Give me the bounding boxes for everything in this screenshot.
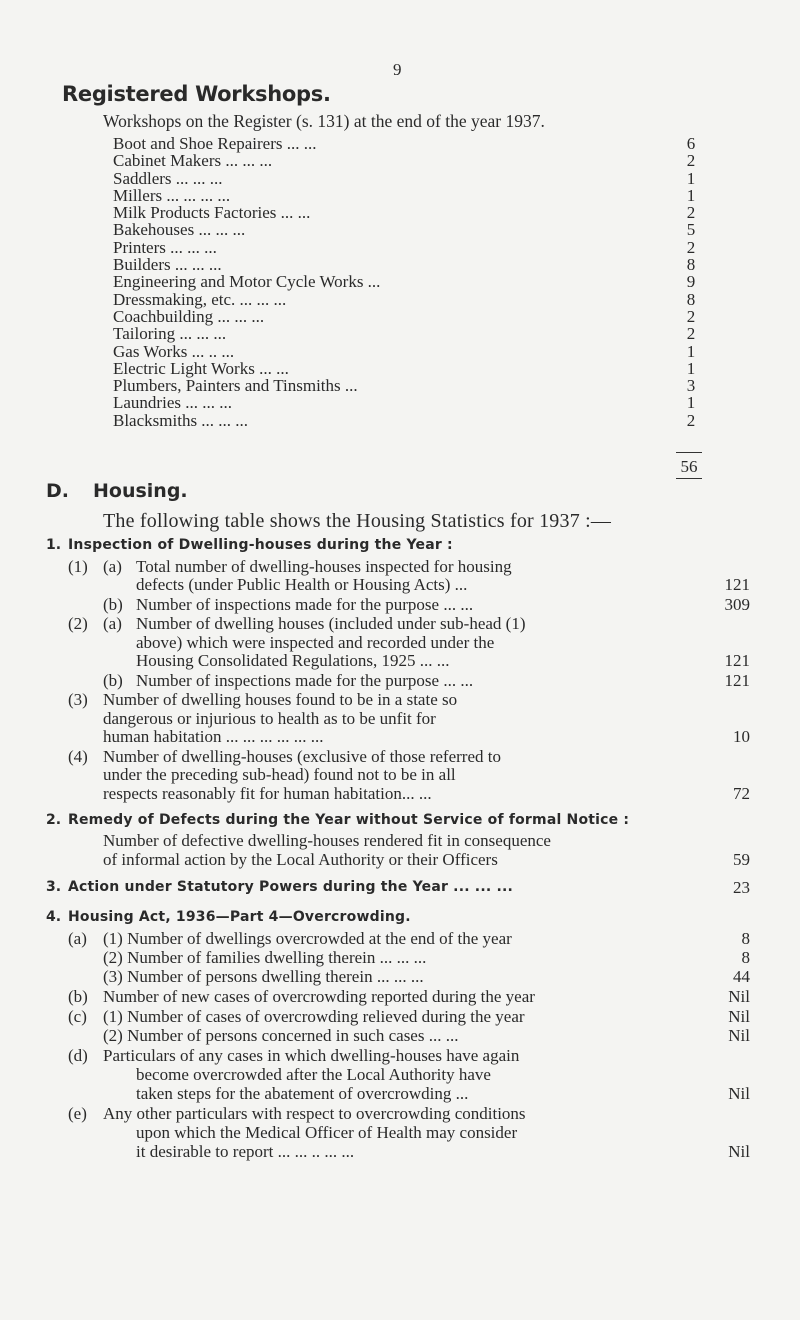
workshop-count: 1 xyxy=(686,168,696,188)
workshop-name: Bakehouses ... ... ... xyxy=(113,220,246,240)
workshop-count: 2 xyxy=(686,237,696,257)
item-value: Nil xyxy=(728,1007,750,1026)
item-text: taken steps for the abatement of overcrowding ... xyxy=(136,1084,469,1103)
item-label: (d) xyxy=(68,1046,88,1065)
workshop-count: 1 xyxy=(686,358,696,378)
item-value: 121 xyxy=(724,671,750,690)
workshop-count: 1 xyxy=(686,393,696,413)
item-value: 23 xyxy=(733,878,750,897)
workshop-count: 2 xyxy=(686,324,696,344)
item-text: Number of defective dwelling-houses rendered fit in consequence xyxy=(103,831,551,850)
item-text: (3) Number of persons dwelling therein ... ... ... xyxy=(103,967,424,986)
item-text: Housing Consolidated Regulations, 1925 ... ... xyxy=(136,651,450,670)
workshop-count: 8 xyxy=(686,255,696,275)
item-label: (b) xyxy=(103,595,123,614)
item-number: (1) xyxy=(68,557,88,576)
item-number: (4) xyxy=(68,747,88,766)
item-label: (a) xyxy=(103,557,122,576)
item-value: 309 xyxy=(724,595,750,614)
list-item xyxy=(113,377,753,394)
workshop-count: 2 xyxy=(686,203,696,223)
list-item xyxy=(113,170,753,187)
item-value: 8 xyxy=(741,929,750,948)
item-number: (3) xyxy=(68,690,88,709)
item-text: Number of dwelling houses found to be in a state so xyxy=(103,690,458,709)
item-text: defects (under Public Health or Housing Acts) ... xyxy=(136,575,468,594)
section-letter: D. xyxy=(46,480,69,502)
item-text: respects reasonably fit for human habitation... ... xyxy=(103,784,432,803)
workshop-count: 5 xyxy=(686,220,696,240)
item-value: 72 xyxy=(733,784,750,803)
item-value: 44 xyxy=(733,967,750,986)
item-value: 59 xyxy=(733,850,750,869)
item-value: 10 xyxy=(733,727,750,746)
workshop-name: Electric Light Works ... ... xyxy=(113,358,289,378)
list-item xyxy=(113,343,753,360)
item-text: upon which the Medical Officer of Health may consider xyxy=(136,1123,518,1142)
workshop-count: 8 xyxy=(686,289,696,309)
item-text: (1) Number of cases of overcrowding relieved during the year xyxy=(103,1007,525,1026)
workshop-name: Engineering and Motor Cycle Works ... xyxy=(113,272,381,292)
item-label: (b) xyxy=(103,671,123,690)
workshop-count: 2 xyxy=(686,306,696,326)
list-item xyxy=(113,256,753,273)
item-value: 8 xyxy=(741,948,750,967)
workshop-name: Plumbers, Painters and Tinsmiths ... xyxy=(113,376,358,396)
list-item xyxy=(113,187,753,204)
item-label: (b) xyxy=(68,987,88,1006)
item-text: dangerous or injurious to health as to be unfit for xyxy=(103,709,436,728)
page-number: 9 xyxy=(393,60,402,79)
item-text: become overcrowded after the Local Authority have xyxy=(136,1065,491,1084)
list-item xyxy=(113,412,753,429)
item-text: it desirable to report ... ... .. ... ... xyxy=(136,1142,355,1161)
workshop-name: Dressmaking, etc. ... ... ... xyxy=(113,289,287,309)
item-text: (2) Number of families dwelling therein ... ... ... xyxy=(103,948,427,967)
workshop-count: 1 xyxy=(686,185,696,205)
item-text: Particulars of any cases in which dwelling-houses have again xyxy=(103,1046,520,1065)
item-text: Total number of dwelling-houses inspected for housing xyxy=(136,557,512,576)
list-item xyxy=(113,325,753,342)
workshops-title: Registered Workshops. xyxy=(62,82,331,106)
workshop-name: Cabinet Makers ... ... ... xyxy=(113,151,273,171)
item-text: Number of inspections made for the purpose ... ... xyxy=(136,671,474,690)
section-heading: Remedy of Defects during the Year without Service of formal Notice : xyxy=(68,812,630,828)
sum-rule-bottom xyxy=(676,478,702,479)
list-item xyxy=(113,152,753,169)
workshops-intro: Workshops on the Register (s. 131) at the end of the year 1937. xyxy=(103,111,545,131)
list-item xyxy=(113,273,753,290)
workshop-name: Gas Works ... .. ... xyxy=(113,341,235,361)
item-label: (c) xyxy=(68,1007,87,1026)
workshop-count: 3 xyxy=(686,376,696,396)
workshop-name: Tailoring ... ... ... xyxy=(113,324,227,344)
item-text: Any other particulars with respect to overcrowding conditions xyxy=(103,1104,526,1123)
housing-lead: The following table shows the Housing Statistics for 1937 :— xyxy=(103,510,612,532)
section-number: 3. xyxy=(46,879,62,895)
housing-title: Housing. xyxy=(93,480,188,502)
section-heading: Housing Act, 1936—Part 4—Overcrowding. xyxy=(68,909,411,925)
workshop-name: Millers ... ... ... ... xyxy=(113,185,231,205)
item-value: Nil xyxy=(728,987,750,1006)
section-number: 2. xyxy=(46,812,62,828)
item-label: (e) xyxy=(68,1104,87,1123)
list-item xyxy=(113,204,753,221)
workshops-list xyxy=(113,135,753,429)
item-text: Number of new cases of overcrowding reported during the year xyxy=(103,987,535,1006)
item-text: Number of dwelling houses (included under sub-head (1) xyxy=(136,614,526,633)
item-value: Nil xyxy=(728,1142,750,1161)
list-item xyxy=(113,239,753,256)
workshop-name: Coachbuilding ... ... ... xyxy=(113,306,265,326)
item-text: human habitation ... ... ... ... ... ... xyxy=(103,727,324,746)
section-heading: Inspection of Dwelling-houses during the Year : xyxy=(68,537,453,553)
workshop-name: Builders ... ... ... xyxy=(113,255,222,275)
workshop-count: 1 xyxy=(686,341,696,361)
item-value: Nil xyxy=(728,1084,750,1103)
item-text: Number of dwelling-houses (exclusive of those referred to xyxy=(103,747,501,766)
workshop-name: Boot and Shoe Repairers ... ... xyxy=(113,134,317,153)
workshop-name: Printers ... ... ... xyxy=(113,237,217,257)
workshop-name: Laundries ... ... ... xyxy=(113,393,232,413)
workshop-count: 9 xyxy=(686,272,696,292)
list-item xyxy=(113,308,753,325)
item-number: (2) xyxy=(68,614,88,633)
list-item xyxy=(113,291,753,308)
workshop-count: 2 xyxy=(686,151,696,171)
item-text: (2) Number of persons concerned in such cases ... ... xyxy=(103,1026,459,1045)
workshop-count: 6 xyxy=(686,134,696,153)
workshop-name: Saddlers ... ... ... xyxy=(113,168,223,188)
workshop-name: Blacksmiths ... ... ... xyxy=(113,410,249,430)
workshop-count: 2 xyxy=(686,410,696,430)
item-text: (1) Number of dwellings overcrowded at the end of the year xyxy=(103,929,512,948)
item-label: (a) xyxy=(68,929,87,948)
section-number: 4. xyxy=(46,909,62,925)
item-value: 121 xyxy=(724,651,750,670)
section-number: 1. xyxy=(46,537,62,553)
section-heading: Action under Statutory Powers during the Year ... ... ... xyxy=(68,879,513,895)
list-item xyxy=(113,221,753,238)
list-item xyxy=(113,360,753,377)
item-label: (a) xyxy=(103,614,122,633)
list-item xyxy=(113,135,753,152)
item-text: under the preceding sub-head) found not to be in all xyxy=(103,765,456,784)
workshop-name: Milk Products Factories ... ... xyxy=(113,203,311,223)
item-value: 121 xyxy=(724,575,750,594)
item-text: above) which were inspected and recorded under the xyxy=(136,633,495,652)
item-text: of informal action by the Local Authority or their Officers xyxy=(103,850,498,869)
item-value: Nil xyxy=(728,1026,750,1045)
workshops-total: 56 xyxy=(680,457,698,476)
list-item xyxy=(113,394,753,411)
item-text: Number of inspections made for the purpose ... ... xyxy=(136,595,474,614)
sum-rule-top xyxy=(676,452,702,453)
